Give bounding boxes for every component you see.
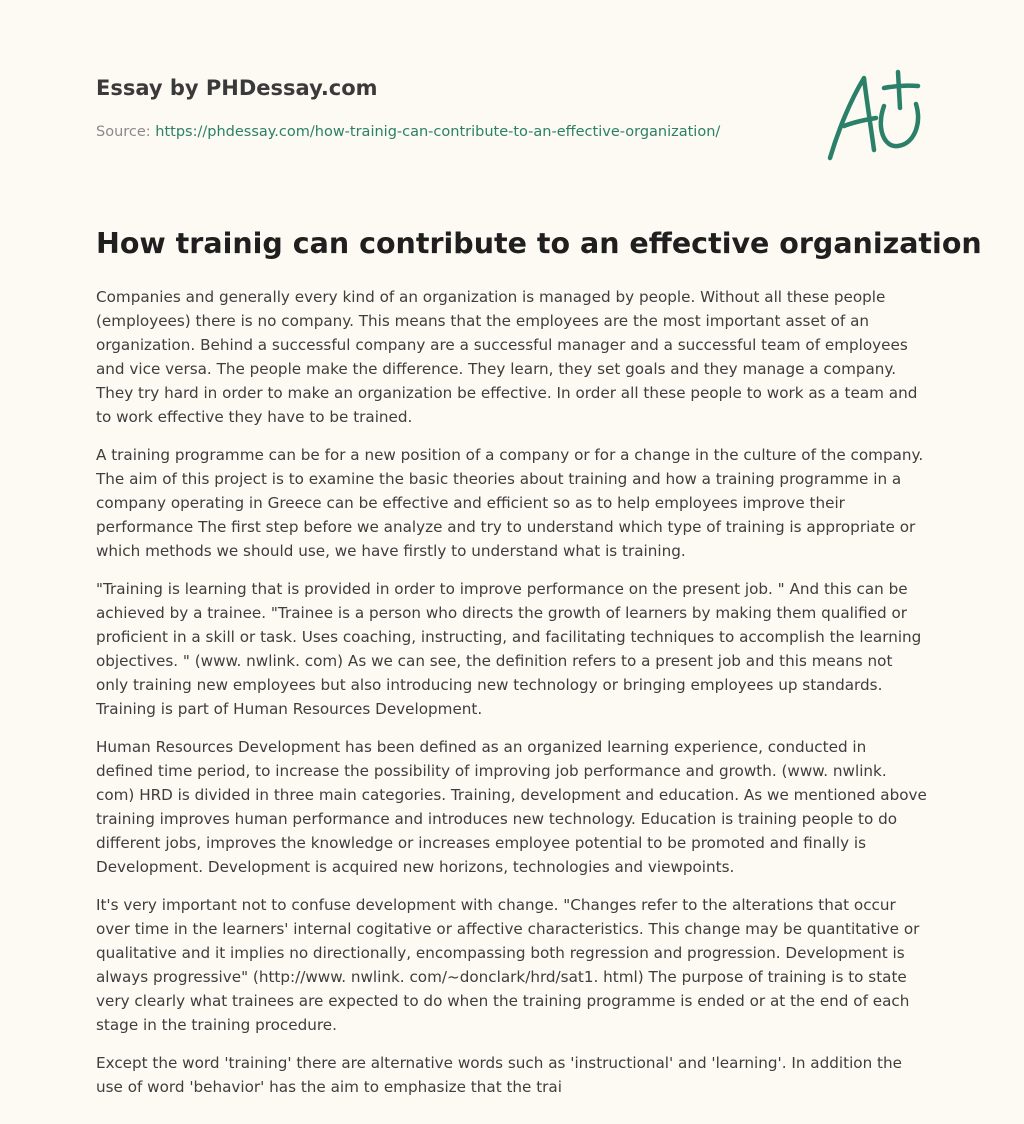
essay-title: How trainig can contribute to an effective organization [96, 227, 982, 260]
source-line [96, 124, 720, 140]
a-plus-logo-icon [820, 66, 930, 166]
source-link[interactable]: https://phdessay.com/how-trainig-can-contribute-to-an-effective-organization/ [155, 124, 721, 140]
essay-paragraph: Companies and generally every kind of an organization is managed by people. Without all these people (employees) there is no company. This means that the employees are the most important asset of an organization. Behind a successful company are a successful manager and a successful team of employees and vice versa. The people make the difference. They learn, they set goals and they manage a company. They try hard in order to make an organization be effective. In order all these people to work as a team and to work effective they have to be trained. [96, 288, 918, 426]
essay-paragraph: "Training is learning that is provided in order to improve performance on the present job. " And this can be achieved by a trainee. "Trainee is a person who directs the growth of learners by making them qualified or proficient in a skill or task. Uses coaching, instructing, and facilitating techniques to accomplish the learning objectives. " (www. nwlink. com) As we can see, the definition refers to a present job and this means not only training new employees but also introducing new technology or bringing employees up standards. Training is part of Human Resources Development. [96, 580, 922, 718]
source-label: Source: [96, 124, 151, 140]
essay-paragraph: Human Resources Development has been defined as an organized learning experience, conducted in defined time period, to increase the possibility of improving job performance and growth. (www. nwlink. com) HRD is divided in three main categories. Training, development and education. As we mentioned above training improves human performance and introduces new technology. Education is training people to do different jobs, improves the knowledge or increases employee potential to be promoted and finally is Development. Development is acquired new horizons, technologies and viewpoints. [96, 738, 927, 876]
site-brand: Essay by PHDessay.com [96, 76, 378, 100]
essay-paragraph: A training programme can be for a new position of a company or for a change in the culture of the company. The aim of this project is to examine the basic theories about training and how a training programme in a company operating in Greece can be effective and efficient so as to help employees improve their performance The first step before we analyze and try to understand which type of training is appropriate or which methods we should use, we have firstly to understand what is training. [96, 446, 924, 560]
essay-paragraph: Except the word 'training' there are alternative words such as 'instructional' and 'learning'. In addition the use of word 'behavior' has the aim to emphasize that the trai [96, 1054, 902, 1096]
essay-body [96, 285, 928, 1113]
essay-paragraph: It's very important not to confuse development with change. "Changes refer to the alterations that occur over time in the learners' internal cogitative or affective characteristics. This change may be quantitative or qualitative and it implies no directionally, encompassing both regression and progression. Development is always progressive" (http://www. nwlink. com/~donclark/hrd/sat1. html) The purpose of training is to state very clearly what trainees are expected to do when the training programme is ended or at the end of each stage in the training procedure. [96, 896, 920, 1034]
